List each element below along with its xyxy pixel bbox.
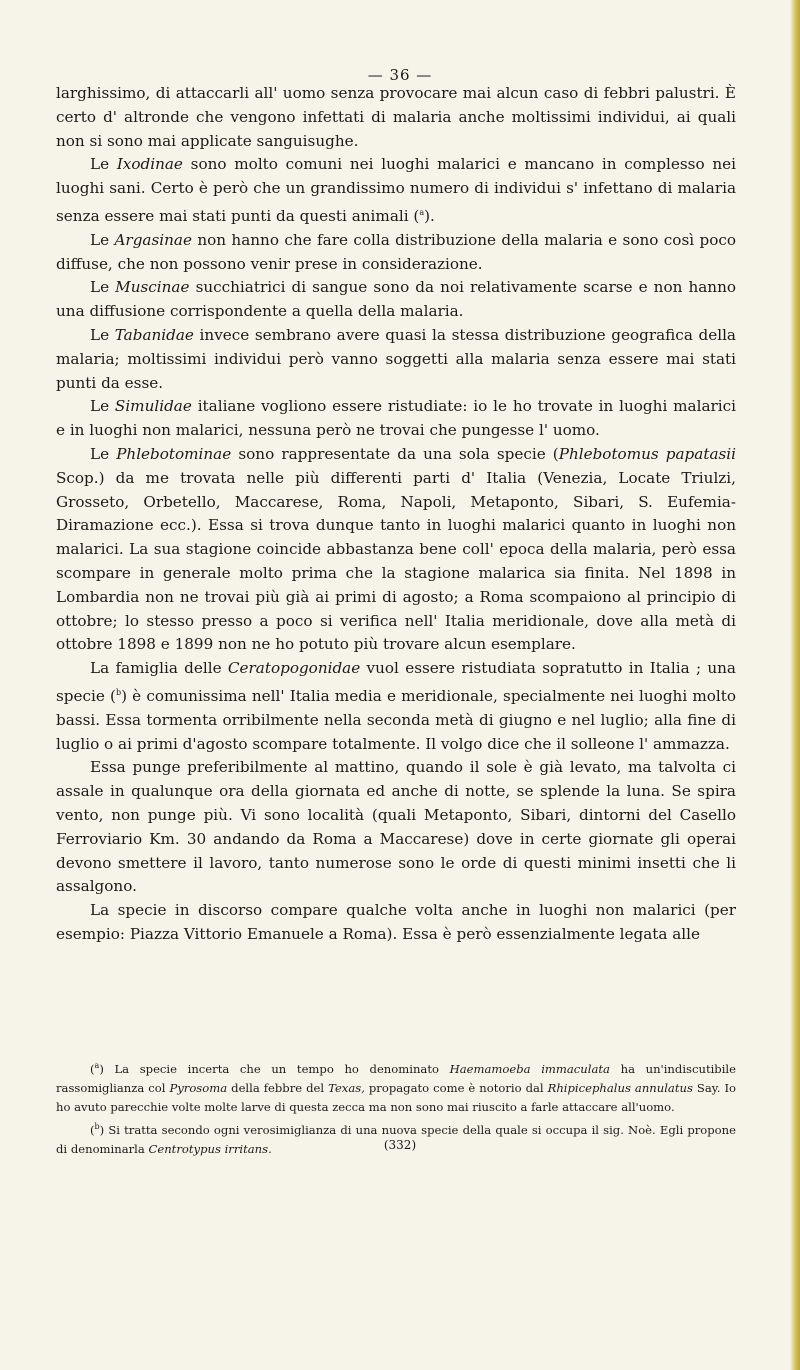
taxon-name: Tabanidae xyxy=(114,326,194,345)
running-header: — 36 — xyxy=(367,66,433,84)
paragraph: Le Tabanidae invece sembrano avere quasi la stessa distribuzione geografica della malaria; moltissimi individui però vanno soggetti alla malaria senza essere mai stati punti da esse. xyxy=(56,326,736,392)
place-name: Texas, xyxy=(328,1080,365,1095)
taxon-name: Rhipicephalus annulatus xyxy=(547,1080,693,1095)
taxon-name: Simulidae xyxy=(114,397,192,416)
taxon-name: Pyrosoma xyxy=(169,1080,228,1095)
paragraph: Le Muscinae succhiatrici di sangue sono da noi relativamente scarse e non hanno una diffusione corrispondente a quella della malaria. xyxy=(56,278,736,321)
paragraph: Le Simulidae italiane vogliono essere ristudiate: io le ho trovate in luoghi malarici e in luoghi non malarici, nessuna però ne trovai che pungesse l' uomo. xyxy=(56,397,736,440)
main-text xyxy=(56,82,736,947)
footnote: ($^a$) La specie incerta che un tempo ho denominato Haemamoeba immaculata ha un'indiscutibile rassomiglianza col Pyrosoma della febbre del Texas, propagato come è notorio dal Rhipicephalus annulatus Say. Io ho avuto parecchie volte molte larve di questa zecca ma non sono mai riuscito a farle attaccare all'uomo. xyxy=(56,1061,737,1114)
taxon-name: Ceratopogonidae xyxy=(227,659,361,678)
paragraph: Essa punge preferibilmente al mattino, quando il sole è già levato, ma talvolta ci assale in qualunque ora della giornata ed anche di notte, se splende la luna. Se spira vento, non punge più. Vi sono località (quali Metaponto, Sibari, dintorni del Casello Ferroviario Km. 30 andando da Roma a Maccarese) dove in certe giornate gli operai devono smettere il lavoro, tanto numerose sono le orde di questi minimi insetti che li assalgono. xyxy=(56,758,736,896)
footnote-mark: b xyxy=(94,1121,100,1131)
taxon-name: Phlebotominae xyxy=(116,445,232,464)
taxon-name: Ixodinae xyxy=(116,155,183,174)
paragraph: larghissimo, di attaccarli all' uomo senza provocare mai alcun caso di febbri palustri. È certo d' altronde che vengono infettati di malaria anche moltissimi individui, ai quali non si sono mai applicate sanguisughe. xyxy=(56,84,736,150)
paragraph: Le Phlebotominae sono rappresentate da una sola specie (Phlebotomus papatasii Scop.) da me trovata nelle più differenti parti d' Italia (Venezia, Locate Triulzi, Grosseto, Orbetello, Maccarese, Roma, Napoli, Metaponto, Sibari, S. Eufemia-Diramazione ecc.). Essa si trova dunque tanto in luoghi malarici quanto in luoghi non malarici. La sua stagione coincide abbastanza bene coll' epoca della malaria, però essa scompare in generale molto prima che la stagione malarica sia finita. Nel 1898 in Lombardia non ne trovai più già ai primi di agosto; a Roma scompaiono al principio di ottobre; lo stesso presso a poco si verifica nell' Italia meridionale, dove alla metà di ottobre 1898 e 1899 non ne ho potuto più trovare alcun esemplare. xyxy=(56,445,737,654)
footnote-ref: b xyxy=(115,687,122,697)
footnote-mark: a xyxy=(94,1061,100,1070)
paragraph: La famiglia delle Ceratopogonidae vuol essere ristudiata sopratutto in Italia ; una specie ($^b$) è comunissima nell' Italia media e meridionale, specialmente nei luoghi molto bassi. Essa tormenta orribilmente nella seconda metà di giugno e nel luglio; alla fine di luglio o ai primi d'agosto scompare totalmente. Il volgo dice che il solleone l' ammazza. xyxy=(56,659,737,753)
taxon-name: Centrotypus irritans. xyxy=(148,1141,272,1156)
paragraph: Le Ixodinae sono molto comuni nei luoghi malarici e mancano in complesso nei luoghi sani. Certo è però che un grandissimo numero di individui s' infettano di malaria senza essere mai stati punti da questi animali ($^a$). xyxy=(56,155,736,226)
taxon-name: Argasinae xyxy=(114,230,192,249)
paragraph: Le Argasinae non hanno che fare colla distribuzione della malaria e sono così poco diffuse, che non possono venir prese in considerazione. xyxy=(56,230,736,273)
footnote: ($^b$) Si tratta secondo ogni verosimiglianza di una nuova specie della quale si occupa il sig. Noè. Egli propone di denominarla Centrotypus irritans. xyxy=(56,1121,736,1156)
taxon-name: Muscinae xyxy=(115,278,190,297)
taxon-name: Haemamoeba immaculata xyxy=(449,1061,610,1076)
paragraph: La specie in discorso compare qualche volta anche in luoghi non malarici (per esempio: Piazza Vittorio Emanuele a Roma). Essa è però essenzialmente legata alle xyxy=(56,901,736,944)
page-number: (332) xyxy=(383,1138,417,1152)
taxon-name: Phlebotomus papatasii xyxy=(558,445,737,464)
footnote-ref: a xyxy=(419,207,425,217)
page-edge-shading xyxy=(790,0,800,1370)
